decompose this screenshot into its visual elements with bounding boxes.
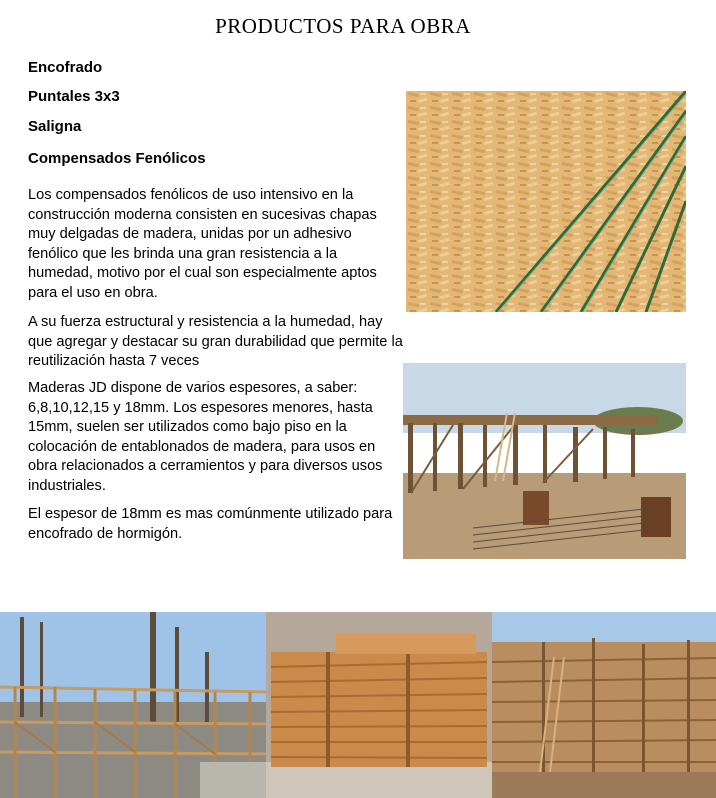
heading-compensados: Compensados Fenólicos xyxy=(28,150,206,167)
scaffolding-building-photo xyxy=(0,612,266,798)
paragraph-thickness: Maderas JD dispone de varios espesores, a saber: 6,8,10,12,15 y 18mm. Los espesores menores, hasta 15mm, suelen ser utilizados como bajo piso en la colocación de entablonados de madera, para usos en obra relacionados a cerramientos y para diversos usos industriales. xyxy=(28,380,383,494)
paragraph-formwork: El espesor de 18mm es mas comúnmente utilizado para encofrado de hormigón. xyxy=(28,506,393,542)
heading-encofrado: Encofrado xyxy=(28,59,103,76)
paragraph-intro: Los compensados fenólicos de uso intensivo en la construcción moderna consisten en sucesivas chapas muy delgadas de madera, unidas por un adhesivo fenólico que les brinda una gran resistencia a la humedad, motivo por el cual son especialmente aptos para el uso en obra. xyxy=(28,187,377,301)
plywood-sheet-photo xyxy=(406,91,686,312)
paragraph-durability: A su fuerza estructural y resistencia a la humedad, hay que agregar y destacar su gran durabilidad que permite la reutilización hasta 7 veces xyxy=(28,314,403,370)
heading-saligna: Saligna xyxy=(28,118,82,135)
page-title: PRODUCTOS PARA OBRA xyxy=(215,14,471,38)
lumber-stack-photo xyxy=(266,612,492,798)
wood-yard-photo xyxy=(492,612,716,798)
heading-puntales: Puntales 3x3 xyxy=(28,88,120,105)
formwork-site-photo xyxy=(403,363,686,559)
